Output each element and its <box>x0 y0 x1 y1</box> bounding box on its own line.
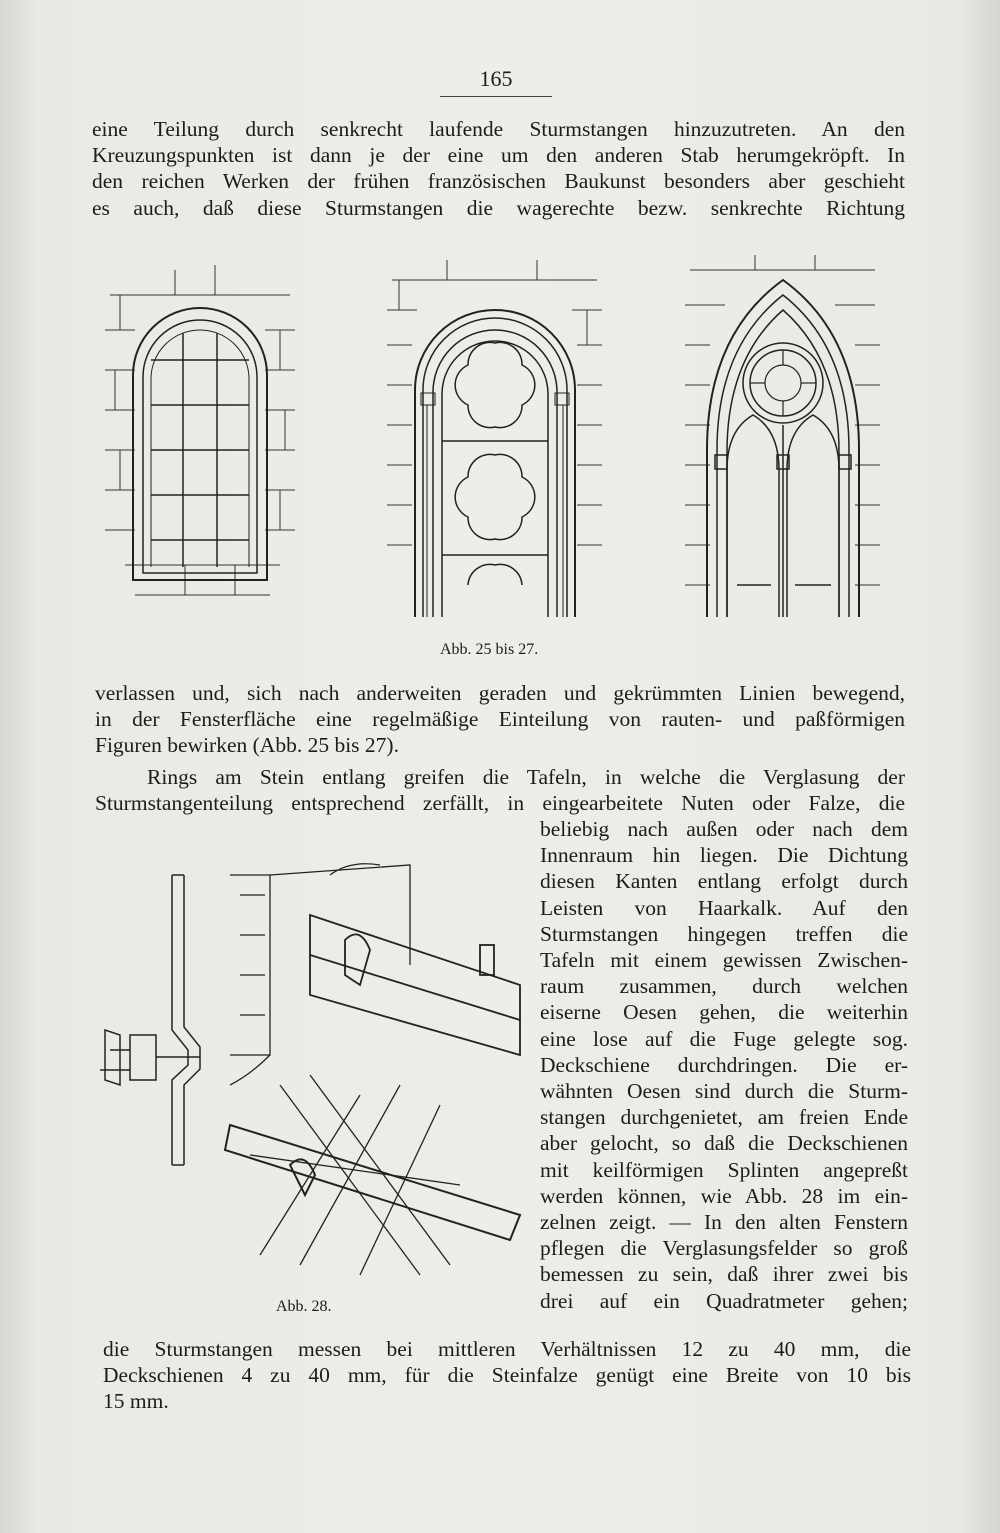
paragraph-3-tail <box>103 1336 911 1415</box>
text-line: stangen durchgenietet, am freien Ende <box>540 1105 908 1130</box>
text-line: raum zusammen, durch welchen <box>540 974 908 999</box>
text-line: Rings am Stein entlang greifen die Tafeln, in welche die Verglasung der <box>147 765 905 789</box>
paragraph-2 <box>95 680 905 759</box>
lead-glazing-lattice <box>250 1075 460 1275</box>
window-gothic-lancets <box>685 255 880 617</box>
text-line: 15 mm. <box>103 1389 169 1414</box>
text-line: Kreuzungspunkten ist dann je der eine um den anderen Stab herumgekröpft. In <box>92 143 905 168</box>
text-line: Innenraum hin liegen. Die Dichtung <box>540 843 908 868</box>
text-line: eiserne Oesen gehen, die weiterhin <box>540 1000 908 1025</box>
text-line: die Sturmstangen messen bei mittleren Verhältnissen 12 zu 40 mm, die <box>103 1337 911 1361</box>
text-line: bemessen zu sein, daß ihrer zwei bis <box>540 1262 908 1287</box>
text-line: diesen Kanten entlang erfolgt durch <box>540 869 908 894</box>
paragraph-3 <box>95 764 905 816</box>
text-line: Leisten von Haarkalk. Auf den <box>540 895 908 920</box>
text-line: verlassen und, sich nach anderweiten geraden und gekrümmten Linien bewegend, <box>95 681 905 705</box>
paragraph-3-column <box>540 816 908 1314</box>
paragraph-1 <box>92 116 905 221</box>
sturmstange-bar <box>310 915 520 1055</box>
text-line: Sturmstangen hingegen treffen die <box>540 921 908 946</box>
text-line: Deckschiene durchdringen. Die er- <box>540 1052 908 1077</box>
text-line: pflegen die Verglasungsfelder so groß <box>540 1236 908 1261</box>
window-round-arch-grid <box>105 265 295 595</box>
text-line: Tafeln mit einem gewissen Zwischen- <box>540 948 908 973</box>
text-line: wähnten Oesen sind durch die Sturm- <box>540 1079 908 1104</box>
text-line: Figuren bewirken (Abb. 25 bis 27). <box>95 733 399 758</box>
glazing-grid <box>151 333 249 567</box>
figure-sturmstange-detail-28 <box>100 855 530 1285</box>
figure-caption-25-27: Abb. 25 bis 27. <box>440 641 539 658</box>
text-line: es auch, daß diese Sturmstangen die wagerechte bezw. senkrechte Richtung <box>92 195 905 220</box>
text-line: zelnen zeigt. — In den alten Fenstern <box>540 1210 908 1235</box>
cross-section-detail <box>100 875 200 1165</box>
figure-windows-25-27 <box>95 255 915 625</box>
text-line: Sturmstangenteilung entsprechend zerfällt, in eingearbeitete Nuten oder Falze, die <box>95 791 905 816</box>
deckschiene-bar <box>225 1125 520 1240</box>
text-line: aber gelocht, so daß die Deckschienen <box>540 1131 908 1156</box>
text-line: Deckschienen 4 zu 40 mm, für die Steinfalze genügt eine Breite von 10 bis <box>103 1363 911 1388</box>
figure-caption-28: Abb. 28. <box>276 1298 332 1315</box>
masonry-wall-center <box>387 260 602 545</box>
text-line: den reichen Werken der frühen französischen Baukunst besonders aber geschieht <box>92 169 905 194</box>
quatrefoil-glazing <box>442 342 548 585</box>
text-line: in der Fensterfläche eine regelmäßige Einteilung von rauten- und paßförmigen <box>95 707 905 732</box>
stone-jamb-perspective <box>230 864 410 1085</box>
text-line: mit keilförmigen Splinten angepreßt <box>540 1157 908 1182</box>
text-line: eine Teilung durch senkrecht laufende Sturmstangen hinzuzutreten. An den <box>92 117 905 141</box>
text-line: eine lose auf die Fuge gelegte sog. <box>540 1026 908 1051</box>
lancet-arches <box>715 415 851 617</box>
window-quatrefoil <box>387 260 602 617</box>
text-line: werden können, wie Abb. 28 im ein- <box>540 1183 908 1208</box>
text-line: drei auf ein Quadratmeter gehen; <box>540 1288 908 1313</box>
text-line: beliebig nach außen oder nach dem <box>540 817 908 841</box>
page-number: 165 <box>440 66 552 97</box>
